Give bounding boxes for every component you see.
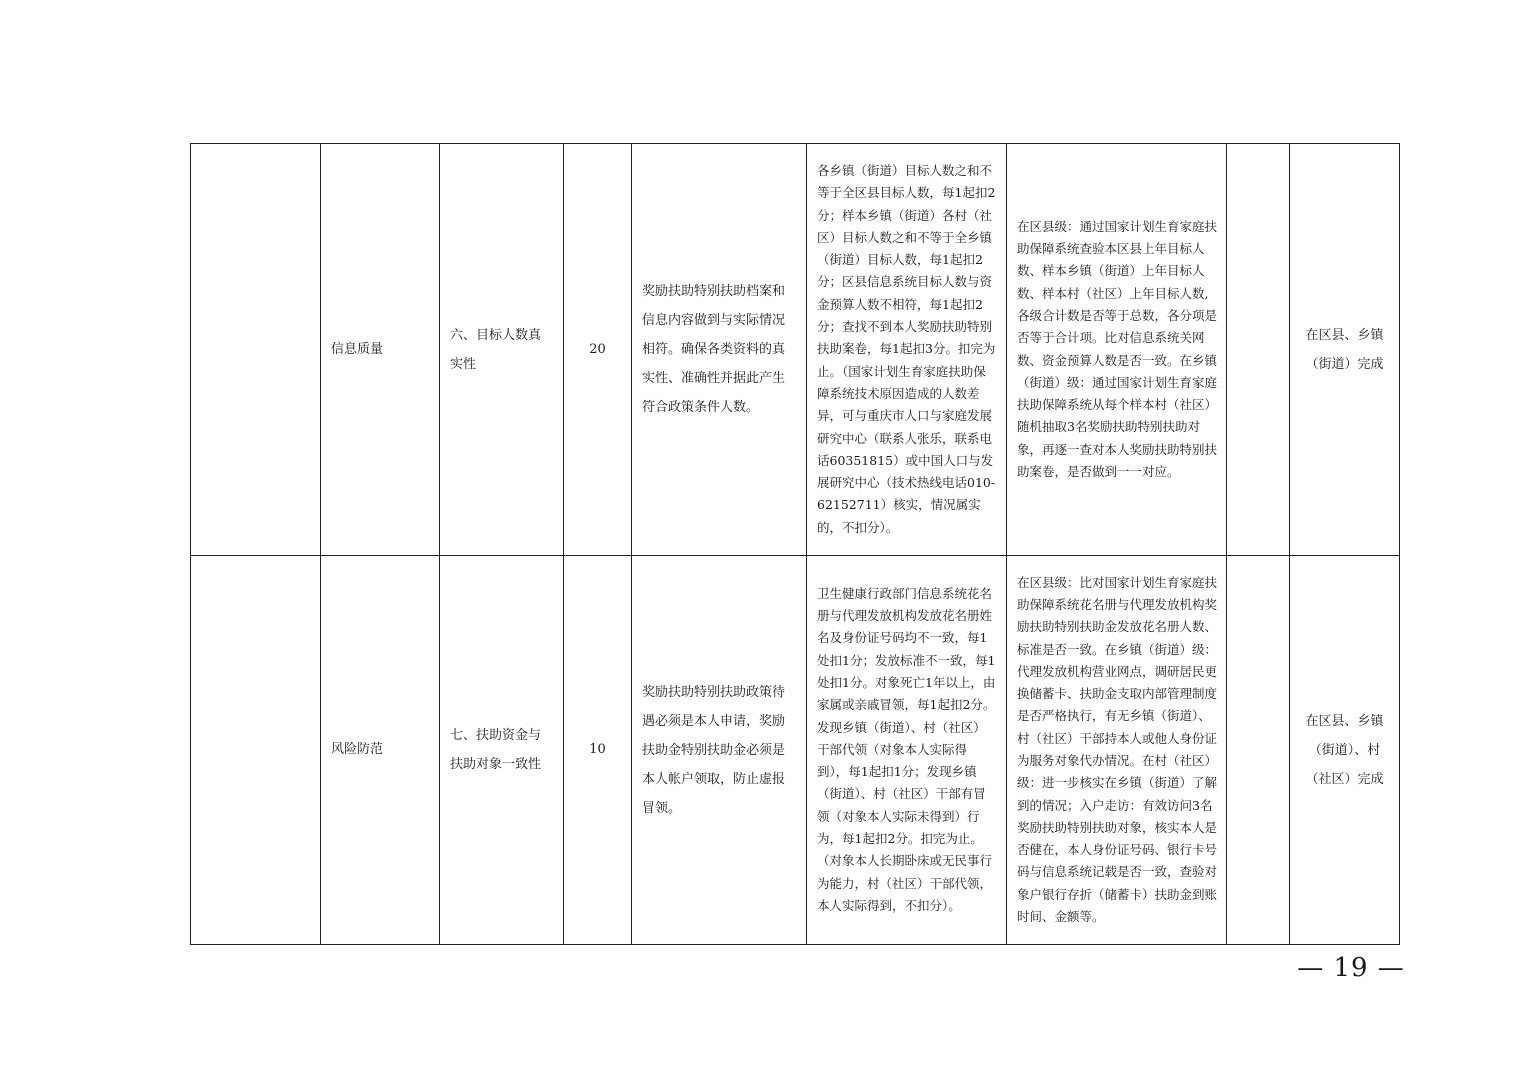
item-cell: 六、目标人数真实性 <box>440 144 564 556</box>
score-cell: 10 <box>564 556 632 945</box>
deduction-cell: 各乡镇（街道）目标人数之和不等于全区县目标人数，每1起扣2分；样本乡镇（街道）各村（社区）目标人数之和不等于全乡镇（街道）目标人数，每1起扣2分；区县信息系统目标人数与资金预算人数不相符，每1起扣2分；查找不到本人奖励扶助特别扶助案卷，每1起扣3分。扣完为止。（国家计划生育家庭扶助保障系统技术原因造成的人数差异，可与重庆市人口与家庭发展研究中心（联系人张乐，联系电话60351815）或中国人口与发展研究中心（技术热线电话010-62152711）核实，情况属实的，不扣分）。 <box>807 144 1007 556</box>
table-row <box>191 556 1400 945</box>
table-row <box>191 144 1400 556</box>
method-cell: 在区县级：比对国家计划生育家庭扶助保障系统花名册与代理发放机构奖励扶助特别扶助金发放花名册人数、标准是否一致。在乡镇（街道）级：代理发放机构营业网点，调研居民更换储蓄卡、扶助金支取内部管理制度是否严格执行，有无乡镇（街道）、村（社区）干部持本人或他人身份证为服务对象代办情况。在村（社区）级：进一步核实在乡镇（街道）了解到的情况；入户走访：有效访问3名奖励扶助特别扶助对象，核实本人是否健在，本人身份证号码、银行卡号码与信息系统记载是否一致，查验对象户银行存折（储蓄卡）扶助金到账时间、金额等。 <box>1007 556 1227 945</box>
method-cell: 在区县级：通过国家计划生育家庭扶助保障系统查验本区县上年目标人数、样本乡镇（街道）上年目标人数、样本村（社区）上年目标人数,各级合计数是否等于总数，各分项是否等于合计项。比对信息系统关网数、资金预算人数是否一致。在乡镇（街道）级：通过国家计划生育家庭扶助保障系统从每个样本村（社区）随机抽取3名奖励扶助特别扶助对象，再逐一查对本人奖励扶助特别扶助案卷，是否做到一一对应。 <box>1007 144 1227 556</box>
blank-cell <box>1227 556 1290 945</box>
page-number: — 19 — <box>1297 953 1405 983</box>
category-cell: 信息质量 <box>321 144 440 556</box>
completion-cell: 在区县、乡镇（街道）、村（社区）完成 <box>1290 556 1400 945</box>
score-cell: 20 <box>564 144 632 556</box>
blank-cell <box>1227 144 1290 556</box>
requirement-cell: 奖励扶助特别扶助档案和信息内容做到与实际情况相符。确保各类资料的真实性、准确性并据此产生符合政策条件人数。 <box>632 144 807 556</box>
item-cell: 七、扶助资金与扶助对象一致性 <box>440 556 564 945</box>
table-cell-empty <box>191 556 321 945</box>
deduction-cell: 卫生健康行政部门信息系统花名册与代理发放机构发放花名册姓名及身份证号码均不一致，每1处扣1分；发放标准不一致，每1处扣1分。对象死亡1年以上，由家属或亲戚冒领，每1起扣2分。发现乡镇（街道）、村（社区）干部代领（对象本人实际得到），每1起扣1分；发现乡镇（街道）、村（社区）干部有冒领（对象本人实际未得到）行为，每1起扣2分。扣完为止。（对象本人长期卧床或无民事行为能力，村（社区）干部代领，本人实际得到，不扣分）。 <box>807 556 1007 945</box>
category-cell: 风险防范 <box>321 556 440 945</box>
assessment-table <box>190 143 1400 945</box>
requirement-cell: 奖励扶助特别扶助政策待遇必须是本人申请，奖励扶助金特别扶助金必须是本人帐户领取，防止虚报冒领。 <box>632 556 807 945</box>
completion-cell: 在区县、乡镇（街道）完成 <box>1290 144 1400 556</box>
table-cell-empty <box>191 144 321 556</box>
